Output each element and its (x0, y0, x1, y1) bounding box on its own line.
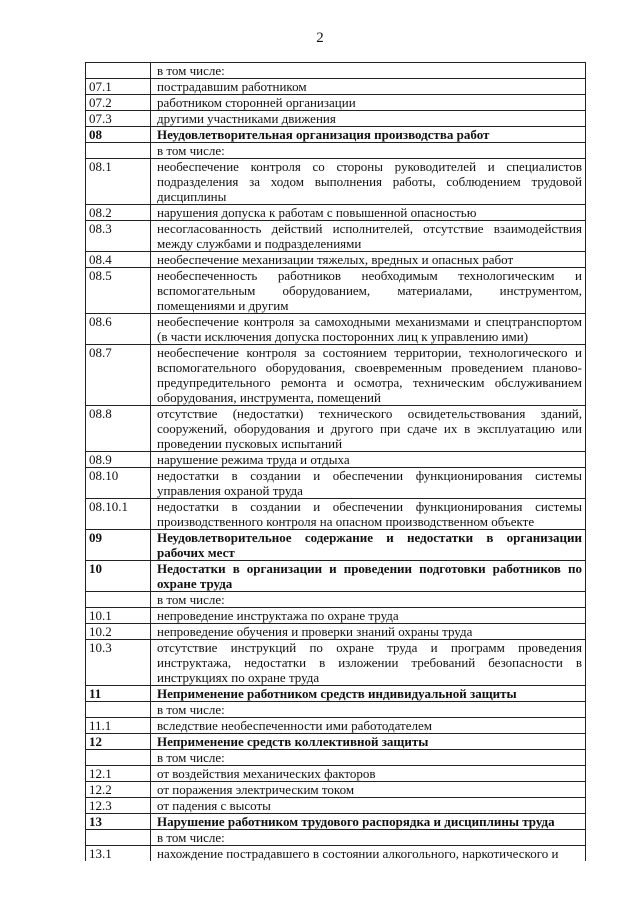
table-row (86, 750, 586, 766)
row-code: 12 (86, 734, 151, 750)
row-code: 12.2 (86, 782, 151, 798)
row-code: 09 (86, 530, 151, 561)
row-description: Неприменение работником средств индивидуальной защиты (151, 686, 586, 702)
row-description: необеспеченность работников необходимым технологическим и вспомогательным оборудованием, материалами, инструментом, помещениями и другим (151, 268, 586, 314)
table-section-row (86, 814, 586, 830)
row-code: 11 (86, 686, 151, 702)
table-row (86, 846, 586, 862)
row-description: необеспечение контроля со стороны руководителей и специалистов подразделения за ходом выполнения работы, соблюдением трудовой дисциплины (151, 159, 586, 205)
table-row (86, 782, 586, 798)
row-code: 08.1 (86, 159, 151, 205)
row-code: 12.3 (86, 798, 151, 814)
table-row (86, 830, 586, 846)
row-description: необеспечение механизации тяжелых, вредных и опасных работ (151, 252, 586, 268)
row-description: другими участниками движения (151, 111, 586, 127)
table-row (86, 718, 586, 734)
row-code: 08.8 (86, 406, 151, 452)
row-description: Недостатки в организации и проведении подготовки работников по охране труда (151, 561, 586, 592)
table-row (86, 205, 586, 221)
row-code: 10.3 (86, 640, 151, 686)
table-row (86, 452, 586, 468)
row-code: 08.2 (86, 205, 151, 221)
table-section-row (86, 686, 586, 702)
row-code (86, 63, 151, 79)
row-description: несогласованность действий исполнителей, отсутствие взаимодействия между службами и подразделениями (151, 221, 586, 252)
table-row (86, 221, 586, 252)
table-section-row (86, 561, 586, 592)
row-code (86, 750, 151, 766)
row-code: 10.2 (86, 624, 151, 640)
table-row (86, 159, 586, 205)
row-description: непроведение обучения и проверки знаний охраны труда (151, 624, 586, 640)
row-code (86, 143, 151, 159)
row-description: нарушения допуска к работам с повышенной опасностью (151, 205, 586, 221)
row-code: 13 (86, 814, 151, 830)
table-row (86, 499, 586, 530)
table-row (86, 798, 586, 814)
cause-codes-table (85, 62, 586, 861)
row-code: 07.1 (86, 79, 151, 95)
row-code: 08.3 (86, 221, 151, 252)
table-row (86, 63, 586, 79)
table-row (86, 143, 586, 159)
table-row (86, 608, 586, 624)
row-code: 08.6 (86, 314, 151, 345)
table-row (86, 592, 586, 608)
table-row (86, 95, 586, 111)
row-code: 10.1 (86, 608, 151, 624)
row-code: 08.5 (86, 268, 151, 314)
row-code: 08.9 (86, 452, 151, 468)
table-row (86, 268, 586, 314)
row-description: отсутствие (недостатки) технического освидетельствования зданий, сооружений, оборудования и другого при сдаче их в эксплуатацию или проведении пусковых испытаний (151, 406, 586, 452)
row-description: Нарушение работником трудового распорядка и дисциплины труда (151, 814, 586, 830)
row-description: нарушение режима труда и отдыха (151, 452, 586, 468)
row-description: недостатки в создании и обеспечении функционирования системы производственного контроля на опасном производственном объекте (151, 499, 586, 530)
table-row (86, 468, 586, 499)
table-row (86, 111, 586, 127)
row-description: вследствие необеспеченности ими работодателем (151, 718, 586, 734)
table-section-row (86, 530, 586, 561)
table-row (86, 640, 586, 686)
row-description: пострадавшим работником (151, 79, 586, 95)
row-description: в том числе: (151, 830, 586, 846)
row-code: 08.10 (86, 468, 151, 499)
table-row (86, 624, 586, 640)
row-code: 08 (86, 127, 151, 143)
cause-codes-table-body (86, 63, 586, 862)
row-description: необеспечение контроля за состоянием территории, технологического и вспомогательного оборудования, своевременным проведением планово-предупредительного ремонта и осмотра, техническим обслуживанием оборудования, инструмента, помещений (151, 345, 586, 406)
row-description: в том числе: (151, 63, 586, 79)
table-row (86, 345, 586, 406)
row-description: Неудовлетворительное содержание и недостатки в организации рабочих мест (151, 530, 586, 561)
row-code: 11.1 (86, 718, 151, 734)
row-description: от поражения электрическим током (151, 782, 586, 798)
row-description: в том числе: (151, 143, 586, 159)
row-code (86, 830, 151, 846)
table-row (86, 252, 586, 268)
table-section-row (86, 127, 586, 143)
table-row (86, 766, 586, 782)
table-section-row (86, 734, 586, 750)
row-code: 07.2 (86, 95, 151, 111)
row-code: 08.10.1 (86, 499, 151, 530)
row-code: 12.1 (86, 766, 151, 782)
row-description: Неудовлетворительная организация производства работ (151, 127, 586, 143)
row-code: 08.7 (86, 345, 151, 406)
table-row (86, 702, 586, 718)
row-code (86, 592, 151, 608)
row-description: от воздействия механических факторов (151, 766, 586, 782)
table-row (86, 314, 586, 345)
row-code: 08.4 (86, 252, 151, 268)
row-code: 13.1 (86, 846, 151, 862)
row-description: недостатки в создании и обеспечении функционирования системы управления охраной труда (151, 468, 586, 499)
row-description: Неприменение средств коллективной защиты (151, 734, 586, 750)
row-description: необеспечение контроля за самоходными механизмами и спецтранспортом (в части исключения допуска посторонних лиц к управлению ими) (151, 314, 586, 345)
row-code: 07.3 (86, 111, 151, 127)
row-description: нахождение пострадавшего в состоянии алкогольного, наркотического и (151, 846, 586, 862)
row-code (86, 702, 151, 718)
row-description: отсутствие инструкций по охране труда и программ проведения инструктажа, недостатки в изложении требований безопасности в инструкциях по охране труда (151, 640, 586, 686)
row-description: в том числе: (151, 592, 586, 608)
row-description: непроведение инструктажа по охране труда (151, 608, 586, 624)
page-number: 2 (316, 30, 324, 46)
row-description: в том числе: (151, 702, 586, 718)
table-row (86, 406, 586, 452)
row-description: от падения с высоты (151, 798, 586, 814)
table-row (86, 79, 586, 95)
row-description: в том числе: (151, 750, 586, 766)
row-code: 10 (86, 561, 151, 592)
row-description: работником сторонней организации (151, 95, 586, 111)
